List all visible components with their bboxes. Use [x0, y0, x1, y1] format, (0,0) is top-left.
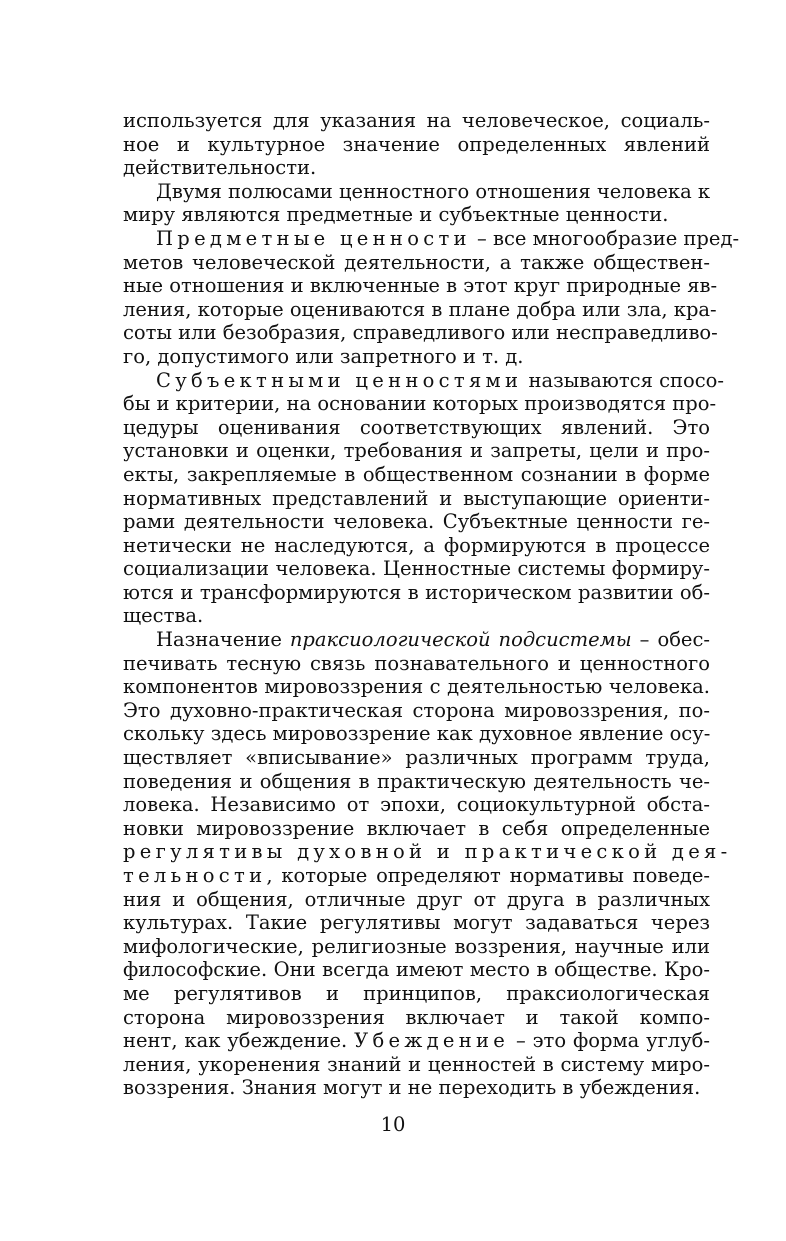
spaced-term: Предметные ценности	[156, 226, 471, 250]
text-run: – обес-	[631, 628, 710, 652]
text-line	[123, 958, 710, 982]
paragraph-p2	[123, 180, 710, 227]
text-run: используется для указания на человеческое, социаль-	[123, 109, 710, 132]
text-line	[123, 534, 710, 558]
text-run: действительности.	[123, 156, 317, 180]
paragraph-p1	[123, 109, 710, 180]
text-run: сторона мировоззрения включает и такой компо-	[123, 1005, 710, 1029]
text-run: ловека. Независимо от эпохи, социокультурной обста-	[123, 793, 710, 817]
text-line	[123, 156, 710, 180]
text-run: компонентов мировоззрения с деятельностью человека.	[123, 675, 710, 699]
page-body	[123, 109, 740, 1100]
text-run: скольку здесь мировоззрение как духовное явление осу-	[123, 722, 711, 746]
text-run: печивать тесную связь познавательного и ценностного	[123, 651, 710, 675]
text-run: соты или безобразия, справедливого или несправедливо-	[123, 321, 718, 345]
text-run: нормативных представлений и выступающие ориенти-	[123, 486, 710, 510]
text-run: ные отношения и включенные в этот круг природные яв-	[123, 274, 718, 298]
text-line	[123, 604, 710, 628]
text-line	[123, 581, 710, 605]
text-line	[123, 439, 710, 463]
text-line	[123, 368, 724, 393]
text-line	[123, 746, 710, 770]
text-line	[123, 982, 710, 1006]
text-line	[123, 557, 710, 581]
text-line	[123, 274, 718, 298]
text-line	[123, 416, 710, 440]
text-line	[123, 109, 710, 133]
text-run: – все многообразие пред-	[470, 226, 740, 250]
text-line	[123, 463, 710, 487]
text-run: ления, укоренения знаний и ценностей в систему миро-	[123, 1052, 710, 1076]
text-run: социализации человека. Ценностные системы формиру-	[123, 557, 710, 581]
text-run: мифологические, религиозные воззрения, научные или	[123, 934, 710, 958]
text-line	[123, 911, 710, 935]
text-line	[123, 1029, 710, 1053]
text-line	[123, 675, 710, 699]
spaced-term: Убеждение	[354, 1029, 510, 1053]
text-run: Это духовно-практическая сторона мировоззрения, по-	[123, 698, 710, 722]
text-line	[123, 251, 710, 275]
text-run: культурах. Такие регулятивы могут задаваться через	[123, 911, 710, 935]
text-line	[123, 226, 740, 251]
text-line	[123, 133, 710, 157]
italic-term: праксиологической подсистемы	[289, 628, 632, 652]
text-run: , которые определяют нормативы поведе-	[266, 864, 710, 887]
text-run: ются и трансформируются в историческом развитии об-	[123, 580, 710, 604]
text-run: ме регулятивов и принципов, праксиологическая	[123, 981, 710, 1005]
text-line	[123, 392, 717, 416]
text-run: щества.	[123, 604, 204, 628]
text-line	[123, 770, 710, 794]
text-line	[123, 628, 710, 652]
text-run: ное и культурное значение определенных явлений	[123, 132, 710, 156]
text-run: поведения и общения в практическую деятельность че-	[123, 769, 710, 793]
text-run: нетически не наследуются, а формируются в процессе	[123, 533, 710, 557]
text-line	[123, 722, 710, 746]
text-line	[123, 487, 710, 511]
text-line	[123, 935, 710, 959]
text-run: метов человеческой деятельности, а также обществен-	[123, 250, 710, 274]
text-run: воззрения. Знания могут и не переходить в убеждения.	[123, 1076, 701, 1100]
text-run: нент, как убеждение.	[123, 1029, 355, 1053]
text-line	[123, 817, 710, 841]
text-run: екты, закрепляемые в общественном сознании в форме	[123, 462, 710, 486]
text-line	[123, 203, 710, 227]
text-run: Назначение	[156, 628, 290, 652]
text-run: бы и критерии, на основании которых производятся про-	[123, 392, 717, 416]
text-run: ния и общения, отличные друг от друга в различных	[123, 887, 710, 911]
text-run: го, допустимого или запретного и т. д.	[123, 344, 524, 368]
paragraph-p5	[123, 628, 732, 1100]
text-run: – это форма углуб-	[509, 1029, 710, 1053]
spaced-term: регулятивы духовной и практической дея-	[123, 840, 732, 864]
paragraph-p4	[123, 368, 724, 629]
text-run: установки и оценки, требования и запреты, цели и про-	[123, 439, 710, 463]
text-line	[123, 345, 710, 369]
paragraph-p3	[123, 226, 740, 369]
text-line	[123, 180, 710, 204]
text-run: ления, которые оцениваются в плане добра или зла, кра-	[123, 297, 717, 321]
text-line	[123, 1006, 710, 1030]
text-line	[123, 652, 710, 676]
text-line	[123, 321, 718, 345]
text-run: рами деятельности человека. Субъектные ценности ге-	[123, 510, 710, 534]
text-run: миру являются предметные и субъектные ценности.	[123, 203, 669, 227]
text-line	[123, 510, 710, 534]
text-line	[123, 888, 710, 912]
text-run: ществляет «вписывание» различных программ труда,	[123, 746, 710, 770]
spaced-term: тельности	[123, 864, 267, 887]
page-number: 10	[380, 1113, 406, 1136]
text-line	[123, 699, 710, 723]
text-line	[123, 1076, 710, 1100]
text-line	[123, 297, 717, 322]
text-line	[123, 793, 710, 817]
spaced-term: Субъектными ценностями	[156, 368, 523, 392]
text-run: новки мировоззрение включает в себя определенные	[123, 816, 710, 840]
text-line	[123, 864, 710, 888]
text-run: называются спосо-	[522, 368, 724, 392]
text-line	[123, 840, 732, 864]
text-run: цедуры оценивания соответствующих явлений. Это	[123, 415, 710, 439]
text-run: Двумя полюсами ценностного отношения человека к	[156, 179, 711, 203]
text-line	[123, 1053, 710, 1077]
text-run: философские. Они всегда имеют место в обществе. Кро-	[123, 958, 710, 982]
